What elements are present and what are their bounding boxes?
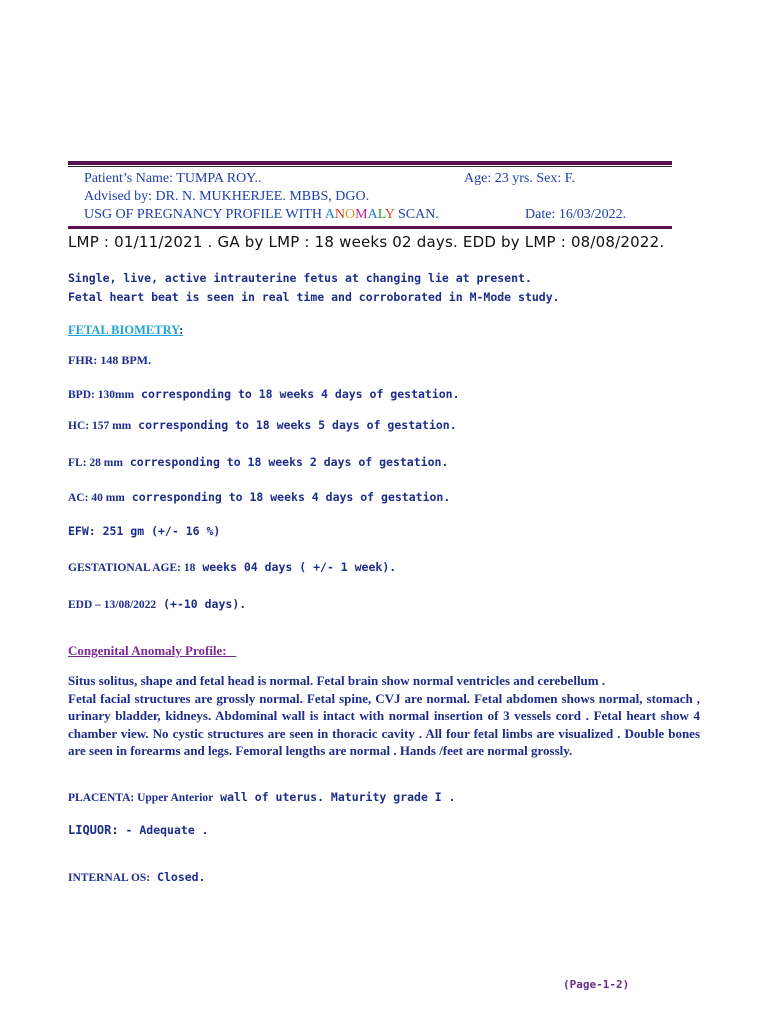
anomaly-letter: Y (384, 207, 395, 222)
header-top-rule (68, 161, 672, 165)
advised-by: Advised by: DR. N. MUKHERJEE. MBBS, DGO. (84, 189, 370, 204)
anomaly-letter: A (367, 207, 378, 222)
patient-name: Patient’s Name: TUMPA ROY.. (84, 171, 262, 186)
gestational-age-label: GESTATIONAL AGE: 18 (68, 562, 196, 574)
placenta-line (68, 790, 456, 804)
edd-label: EDD – 13/08/2022 (68, 599, 157, 611)
internal-os-label: INTERNAL OS: (68, 872, 151, 884)
anomaly-profile-heading (68, 643, 236, 659)
anomaly-letter: M (355, 207, 368, 222)
fl-label: FL: 28 mm (68, 457, 123, 469)
fl-line (68, 455, 448, 469)
anomaly-letter: A (324, 207, 335, 222)
age-sex: Age: 23 yrs. Sex: F. (464, 171, 575, 186)
lmp-line: LMP : 01/11/2021 . GA by LMP : 18 weeks 02 days. EDD by LMP : 08/08/2022. (68, 233, 665, 251)
hc-line (68, 418, 457, 432)
usg-title-suffix: SCAN. (394, 207, 439, 222)
hc-text: corresponding to 18 weeks 5 days of gestation. (131, 418, 457, 432)
usg-title (84, 207, 439, 223)
report-date: Date: 16/03/2022. (525, 207, 627, 222)
internal-os-line (68, 870, 206, 884)
ac-text: corresponding to 18 weeks 4 days of gestation. (124, 490, 451, 504)
anomaly-profile-paragraph-2: Fetal facial structures are grossly normal. Fetal spine, CVJ are normal. Fetal abdomen shows normal, stomach , urinary bladder, kidneys. Abdominal wall is intact with normal insertion of 3 vessels cord . Fetal heart show 4 chamber view. No cystic structures are seen in thoracic cavity . All four fetal limbs are visualized . Double bones are seen in forearms and legs. Femoral lengths are normal . Hands /feet are normal grossly. (68, 690, 700, 758)
gestational-age-text: weeks 04 days ( +/- 1 week). (195, 560, 397, 574)
bpd-line (68, 387, 460, 401)
bpd-text: corresponding to 18 weeks 4 days of gestation. (134, 387, 460, 401)
header-top-thin-rule (68, 166, 672, 167)
ac-label: AC: 40 mm (68, 492, 125, 504)
fl-text: corresponding to 18 weeks 2 days of gestation. (122, 455, 449, 469)
edd-line (68, 597, 246, 611)
header-bottom-rule (68, 226, 672, 229)
fetal-biometry-heading-text: FETAL BIOMETRY (68, 323, 180, 337)
placenta-text: wall of uterus. Maturity grade I . (213, 790, 456, 804)
liquor-text: - Adequate . (118, 823, 209, 837)
ac-line (68, 490, 450, 504)
liquor-line (68, 823, 209, 837)
bpd-label: BPD: 130mm (68, 389, 135, 401)
gestational-age-line (68, 560, 396, 574)
fhr-line: FHR: 148 BPM. (68, 353, 151, 367)
page-indicator: (Page-1-2) (563, 978, 630, 991)
placenta-label: PLACENTA: Upper Anterior (68, 792, 214, 804)
anomaly-profile-paragraph-1: Situs solitus, shape and fetal head is normal. Fetal brain show normal ventricles and cerebellum . (68, 673, 606, 688)
anomaly-letter: O (345, 207, 356, 222)
fetal-biometry-heading (68, 323, 183, 338)
hc-label: HC: 157 mm (68, 420, 132, 432)
efw-line: EFW: 251 gm (+/- 16 %) (68, 524, 221, 538)
internal-os-text: Closed. (150, 870, 206, 884)
anomaly-profile-paragraph (68, 672, 700, 760)
anomaly-word (325, 207, 395, 222)
liquor-label: LIQUOR: (68, 823, 119, 837)
edd-text: (+-10 days). (156, 597, 247, 611)
fetal-biometry-heading-colon: : (179, 323, 184, 337)
usg-title-prefix: USG OF PREGNANCY PROFILE WITH (84, 207, 325, 222)
anomaly-letter: N (334, 207, 345, 222)
anomaly-letter: L (377, 207, 385, 222)
anomaly-profile-heading-text: Congenital Anomaly Profile: (68, 643, 227, 658)
summary-line-1: Single, live, active intrauterine fetus at changing lie at present. (68, 271, 532, 285)
summary-line-2: Fetal heart beat is seen in real time and corroborated in M-Mode study. (68, 290, 560, 304)
